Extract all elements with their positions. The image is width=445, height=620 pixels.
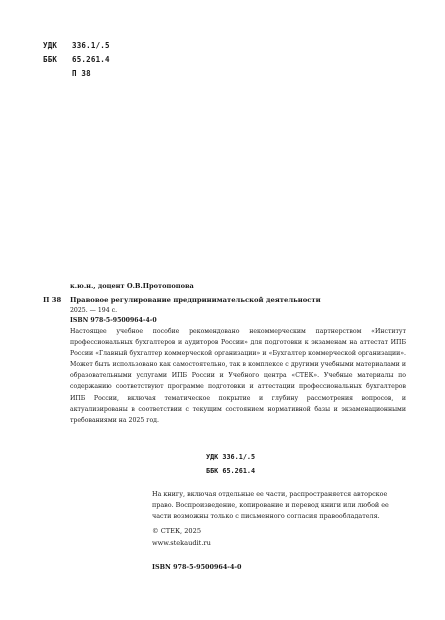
bottom-udk: УДК 336.1/.5: [206, 453, 256, 461]
title-author-mark: П 38: [43, 296, 62, 304]
bottom-isbn: ISBN 978-5-9500964-4-0: [152, 563, 242, 571]
pub-line: 2025. — 194 с.: [70, 307, 118, 314]
copyright-notice: На книгу, включая отдельные ее части, распространяется авторское право. Воспроизведение, копирование и перевод книги или любой ее части возможны только с письменного согласия правообладателя.: [152, 490, 389, 520]
udk-value: 336.1/.5: [72, 41, 110, 50]
author-mark: П 38: [72, 69, 91, 78]
bbk-label: ББК: [43, 55, 58, 64]
isbn-line: ISBN 978-5-9500964-4-0: [70, 317, 157, 324]
copyright-line: © СТЕК, 2025: [152, 527, 202, 535]
udk-label: УДК: [43, 41, 58, 50]
author-line: к.ю.н., доцент О.В.Протопопова: [70, 282, 194, 290]
bottom-bbk: ББК 65.261.4: [206, 467, 256, 475]
website-link[interactable]: www.stekaudit.ru: [152, 539, 211, 547]
annotation: Настоящее учебное пособие рекомендовано некоммерческим партнерством «Институт профессиональных бухгалтеров и аудиторов России» для подготовки к экзаменам на аттестат ИПБ России «Главный бухгалтер коммерческой организации» и «Бухгалтер коммерческой организации». Может быть использовано как самостоятельно, так в комплексе с другими учебными материалами и образовательными услугами ИПБ России и Учебного центра «СТЕК». Учебные материалы по содержанию соответствуют программе подготовки и аттестации профессиональных бухгалтеров ИПБ России, включая тематическое покрытие и глубину рассмотрения вопросов, и актуализированы в соответствии с текущим состоянием нормативной базы и экзаменационными требованиями на 2025 год.: [70, 328, 406, 424]
book-title: Правовое регулирование предпринимательской деятельности: [70, 296, 321, 304]
bbk-value: 65.261.4: [72, 55, 110, 64]
